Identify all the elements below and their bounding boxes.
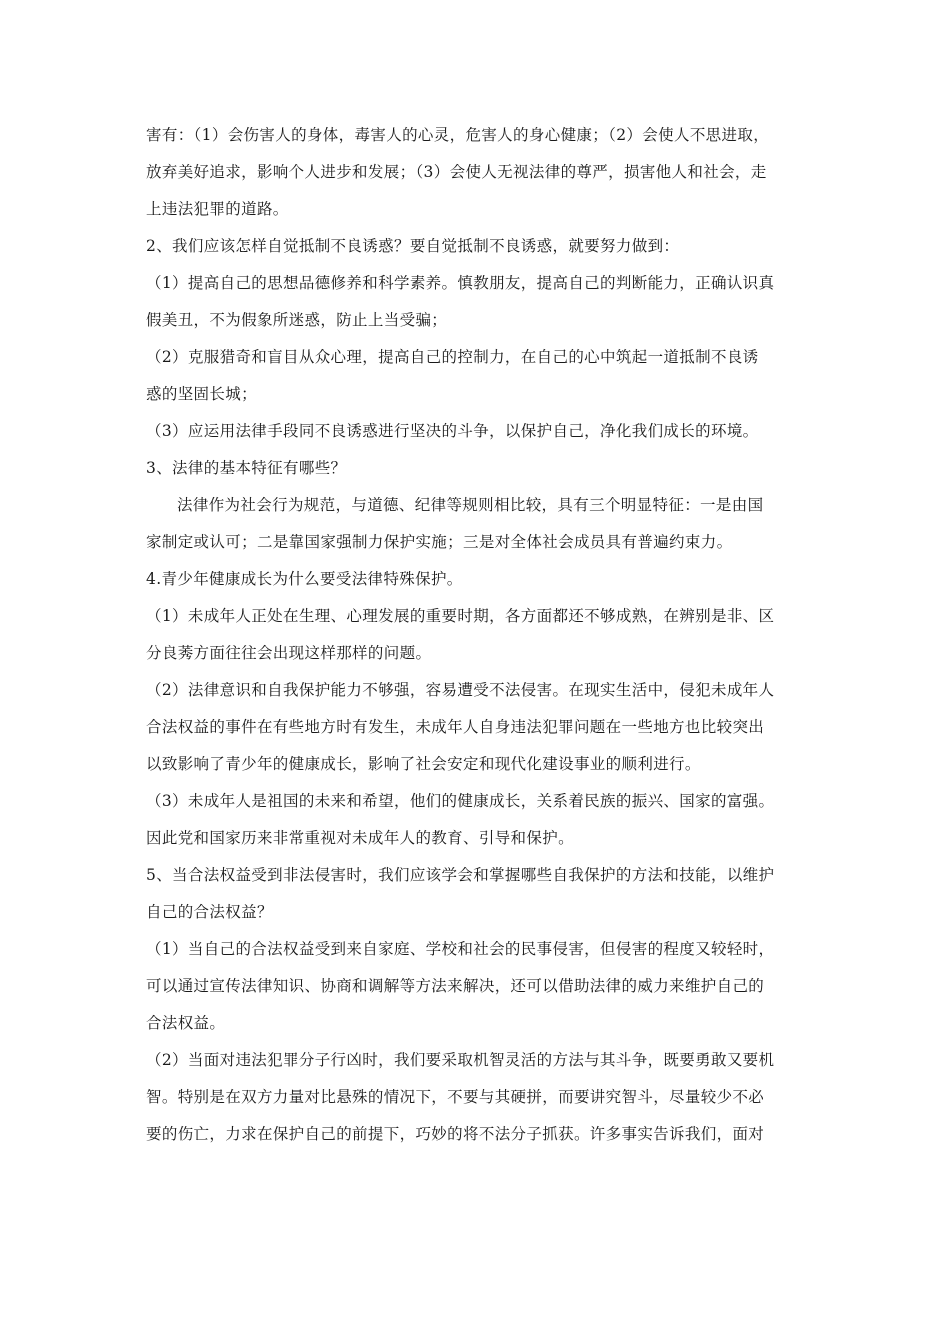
question-heading: 4.青少年健康成长为什么要受法律特殊保护。 [146, 570, 463, 588]
text-line: （3）未成年人是祖国的未来和希望，他们的健康成长，关系着民族的振兴、国家的富强。 [146, 792, 775, 810]
document-body [146, 117, 836, 1153]
question-heading: 2、我们应该怎样自觉抵制不良诱惑？要自觉抵制不良诱惑，就要努力做到： [146, 237, 680, 255]
text-line: 智。特别是在双方力量对比悬殊的情况下，不要与其硬拼，而要讲究智斗，尽量较少不必 [146, 1088, 765, 1106]
text-line: 合法权益。 [146, 1014, 226, 1032]
text-line: （2）当面对违法犯罪分子行凶时，我们要采取机智灵活的方法与其斗争，既要勇敢又要机 [146, 1051, 775, 1069]
text-line: （2）克服猎奇和盲目从众心理，提高自己的控制力，在自己的心中筑起一道抵制不良诱 [146, 348, 759, 366]
text-line: （1）提高自己的思想品德修养和科学素养。慎教朋友，提高自己的判断能力，正确认识真 [146, 274, 775, 292]
question-heading: 5、当合法权益受到非法侵害时，我们应该学会和掌握哪些自我保护的方法和技能，以维护 [146, 866, 775, 884]
text-line: （1）未成年人正处在生理、心理发展的重要时期，各方面都还不够成熟，在辨别是非、区 [146, 607, 775, 625]
text-line: 家制定或认可；二是靠国家强制力保护实施；三是对全体社会成员具有普遍约束力。 [146, 533, 733, 551]
text-line: （1）当自己的合法权益受到来自家庭、学校和社会的民事侵害，但侵害的程度又较轻时， [146, 940, 775, 958]
text-line: （2）法律意识和自我保护能力不够强，容易遭受不法侵害。在现实生活中，侵犯未成年人 [146, 681, 775, 699]
text-line: 以致影响了青少年的健康成长，影响了社会安定和现代化建设事业的顺利进行。 [146, 755, 701, 773]
text-line: 合法权益的事件在有些地方时有发生，未成年人自身违法犯罪问题在一些地方也比较突出 [146, 718, 765, 736]
text-line: 惑的坚固长城； [146, 385, 257, 403]
text-line: 因此党和国家历来非常重视对未成年人的教育、引导和保护。 [146, 829, 574, 847]
text-line: 自己的合法权益？ [146, 903, 273, 921]
text-line: 要的伤亡，力求在保护自己的前提下，巧妙的将不法分子抓获。许多事实告诉我们，面对 [146, 1125, 765, 1143]
text-line: 法律作为社会行为规范，与道德、纪律等规则相比较，具有三个明显特征：一是由国 [177, 496, 764, 514]
text-line: 放弃美好追求，影响个人进步和发展；（3）会使人无视法律的尊严，损害他人和社会，走 [146, 163, 767, 181]
text-line: 假美丑，不为假象所迷惑，防止上当受骗； [146, 311, 448, 329]
text-line: 害有：（1）会伤害人的身体，毒害人的心灵，危害人的身心健康；（2）会使人不思进取， [146, 126, 770, 144]
text-line: 分良莠方面往往会出现这样那样的问题。 [146, 644, 432, 662]
text-line: 上违法犯罪的道路。 [146, 200, 289, 218]
text-line: （3）应运用法律手段同不良诱惑进行坚决的斗争，以保护自己，净化我们成长的环境。 [146, 422, 759, 440]
question-heading: 3、法律的基本特征有哪些？ [146, 459, 347, 477]
text-line: 可以通过宣传法律知识、协商和调解等方法来解决，还可以借助法律的威力来维护自己的 [146, 977, 765, 995]
